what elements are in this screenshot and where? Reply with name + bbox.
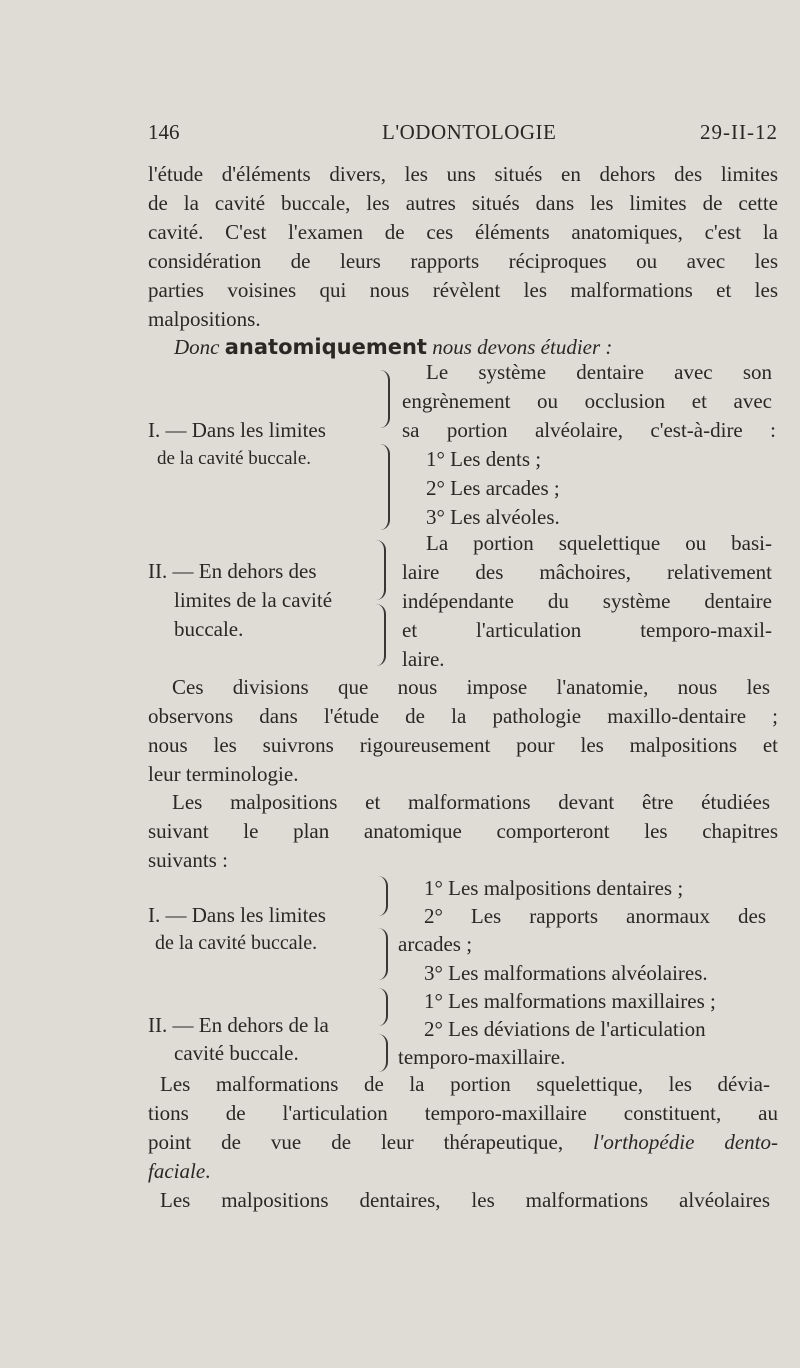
outline2-I-brace-bottom <box>378 928 388 980</box>
outline1-I-item: engrènement ou occlusion et avec <box>402 389 772 413</box>
para3-line: Les malpositions et malformations devant être étudiées <box>172 790 770 814</box>
para2-line: Ces divisions que nous impose l'anatomie, nous les <box>172 675 770 699</box>
para1-line: parties voisines qui nous révèlent les malformations et les <box>148 278 778 302</box>
para1-line: considération de leurs rapports réciproques ou avec les <box>148 249 778 273</box>
outline2-II-item: 1° Les malformations maxillaires ; <box>424 989 716 1013</box>
outline1-I-label: I. — Dans les limites <box>148 418 326 442</box>
outline2-I-brace-top <box>378 876 388 916</box>
para4-line: tions de l'articulation temporo-maxillaire constituent, au <box>148 1101 778 1125</box>
running-header <box>148 120 778 150</box>
para3-line: suivant le plan anatomique comporteront les chapitres <box>148 819 778 843</box>
outline1-II-label: buccale. <box>174 617 244 641</box>
journal-title: L'ODONTOLOGIE <box>382 120 557 144</box>
outline2-II-item: temporo-maxillaire. <box>398 1045 566 1069</box>
outline2-I-item: 1° Les malpositions dentaires ; <box>424 876 684 900</box>
para3-line: suivants : <box>148 848 228 872</box>
outline1-II-item: indépendante du système dentaire <box>402 589 772 613</box>
outline1-II-brace-top <box>376 540 386 600</box>
outline2-II-brace-top <box>378 988 388 1026</box>
para2-line: observons dans l'étude de la pathologie maxillo-dentaire ; <box>148 704 778 728</box>
outline1-II-label: limites de la cavité <box>174 588 333 612</box>
para1-line: malpositions. <box>148 307 261 331</box>
outline1-II-item: La portion squelettique ou basi- <box>426 531 772 555</box>
para1-line: cavité. C'est l'examen de ces éléments anatomiques, c'est la <box>148 220 778 244</box>
outline1-I-brace-bottom <box>380 444 390 530</box>
outline1-II-item: laire. <box>402 647 445 671</box>
intro-before: Donc <box>174 335 225 359</box>
outline1-II-item: laire des mâchoires, relativement <box>402 560 772 584</box>
para4-line: Les malformations de la portion squelettique, les dévia- <box>160 1072 770 1096</box>
para4-line: faciale. <box>148 1159 211 1183</box>
outline2-I-item: 3° Les malformations alvéolaires. <box>424 961 708 985</box>
para1-line: l'étude d'éléments divers, les uns situés en dehors des limites <box>148 162 778 186</box>
intro-line <box>174 333 612 361</box>
outline1-II-brace-bottom <box>376 604 386 666</box>
outline1-II-item: et l'articulation temporo-maxil- <box>402 618 772 642</box>
para1-line: de la cavité buccale, les autres situés dans les limites de cette <box>148 191 778 215</box>
outline1-I-item: 3° Les alvéoles. <box>426 505 560 529</box>
outline2-II-label: cavité buccale. <box>174 1041 299 1065</box>
page-number: 146 <box>148 120 180 144</box>
outline1-I-item: Le système dentaire avec son <box>426 360 772 384</box>
outline1-I-item: 1° Les dents ; <box>426 447 542 471</box>
outline2-II-item: 2° Les déviations de l'articulation <box>424 1017 706 1041</box>
outline2-II-brace-bottom <box>378 1034 388 1072</box>
outline1-I-item: sa portion alvéolaire, c'est-à-dire : <box>402 418 776 442</box>
outline1-II-label: II. — En dehors des <box>148 559 317 583</box>
issue-date: 29-II-12 <box>700 120 778 144</box>
outline2-I-label: de la cavité buccale. <box>155 932 318 954</box>
outline2-II-label: II. — En dehors de la <box>148 1013 329 1037</box>
intro-bold: anatomiquement <box>224 335 427 359</box>
outline2-I-label: I. — Dans les limites <box>148 903 326 927</box>
intro-after: nous devons étudier : <box>426 335 613 359</box>
outline1-I-label: de la cavité buccale. <box>157 448 312 469</box>
para2-line: nous les suivrons rigoureusement pour les malpositions et <box>148 733 778 757</box>
outline2-I-item: arcades ; <box>398 932 473 956</box>
last-line: Les malpositions dentaires, les malformations alvéolaires <box>160 1188 770 1212</box>
outline1-I-item: 2° Les arcades ; <box>426 476 560 500</box>
para4-line: point de vue de leur thérapeutique, l'orthopédie dento- <box>148 1130 778 1154</box>
outline1-I-brace-top <box>380 370 390 428</box>
outline2-I-item: 2° Les rapports anormaux des <box>424 904 766 928</box>
para2-line: leur terminologie. <box>148 762 299 786</box>
